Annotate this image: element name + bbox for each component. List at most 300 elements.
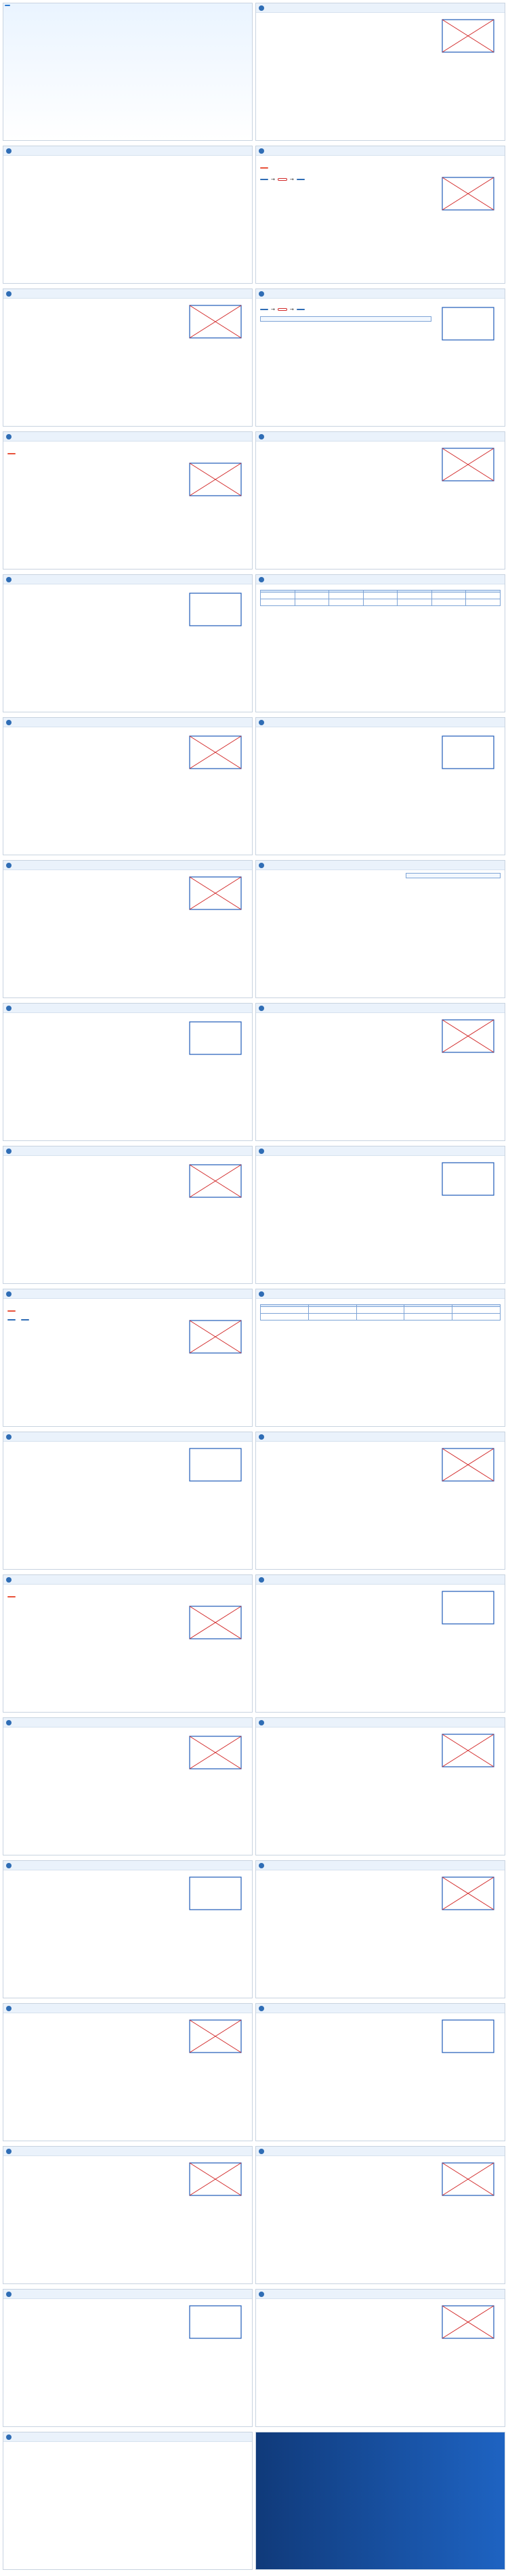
figure-panel: [436, 444, 501, 486]
slide-body: [3, 1585, 252, 1712]
content-row: [7, 459, 248, 501]
slide-11[interactable]: [3, 717, 253, 855]
symmetry-label: [7, 1319, 16, 1321]
rectangle-shape: [190, 1022, 241, 1054]
slide-header: [3, 1432, 252, 1442]
slide-body: [256, 2299, 505, 2426]
figure-panel: [436, 173, 501, 215]
slide-body: [256, 1870, 505, 1998]
table-cell: [363, 599, 398, 606]
slide-body: [3, 1299, 252, 1426]
figure-panel: [183, 2159, 248, 2201]
slide-33[interactable]: [3, 2289, 253, 2427]
table-cell: [329, 599, 364, 606]
content-row: [7, 1018, 248, 1060]
slide-body: [256, 1156, 505, 1283]
figure-panel: [436, 732, 501, 774]
slide-3[interactable]: [3, 146, 253, 284]
bullet-icon: [259, 1720, 264, 1725]
slide-body: [3, 1442, 252, 1569]
table-cell: [295, 593, 329, 599]
flow-node: [278, 308, 287, 311]
slide-body: [256, 1442, 505, 1569]
slide-27[interactable]: [3, 1860, 253, 1998]
slide-body: [3, 2299, 252, 2426]
slide-header: [3, 1718, 252, 1727]
flow-node: [297, 309, 305, 310]
bullet-icon: [259, 5, 264, 11]
content-row: [260, 1873, 501, 1915]
content-row: [7, 1602, 248, 1644]
rectangle-diagram: [184, 301, 247, 343]
rectangle-diagram: [184, 2159, 247, 2201]
text-column: [7, 2302, 179, 2344]
figure-panel: [436, 1873, 501, 1915]
text-column: [260, 16, 431, 58]
table-cell: [398, 599, 432, 606]
slide-25[interactable]: [3, 1717, 253, 1855]
figure-panel: [183, 2302, 248, 2344]
slide-9[interactable]: [3, 574, 253, 712]
text-column: [260, 1730, 431, 1772]
slide-header: [256, 1289, 505, 1299]
slide-header: [256, 1146, 505, 1156]
table-cell: [452, 1314, 501, 1321]
figure-panel: [436, 2159, 501, 2201]
rectangle-diagram: [437, 1730, 499, 1772]
bullet-icon: [6, 720, 12, 725]
slide-body: [256, 727, 505, 855]
rectangle-shape: [190, 2306, 241, 2338]
text-column: [260, 2302, 431, 2344]
slide-header: [256, 2004, 505, 2013]
slide-35[interactable]: [3, 2432, 253, 2570]
slide-header: [3, 1861, 252, 1870]
content-row: [260, 587, 501, 606]
text-column: [260, 873, 402, 878]
rectangle-diagram: [437, 2016, 499, 2058]
bullet-icon: [259, 577, 264, 582]
content-row: [7, 1161, 248, 1203]
slide-2[interactable]: [255, 3, 505, 141]
text-column: [260, 1159, 431, 1201]
slide-18[interactable]: [255, 1146, 505, 1284]
slide-header: [3, 2290, 252, 2299]
table-row: [261, 1307, 501, 1314]
bullet-icon: [259, 1006, 264, 1011]
figure-panel: [436, 1016, 501, 1058]
slide-header: [256, 718, 505, 727]
table-cell: [466, 593, 501, 599]
bullet-icon: [6, 2292, 12, 2297]
rectangle-diagram: [437, 1016, 499, 1058]
slide-1[interactable]: [3, 3, 253, 141]
slide-body: [3, 299, 252, 426]
slide-header: [3, 861, 252, 870]
table-row: [261, 593, 501, 599]
rectangle-diagram: [184, 1602, 247, 1644]
bullet-icon: [6, 291, 12, 297]
slide-body: [256, 584, 505, 712]
symmetry-labels: [7, 1319, 179, 1321]
slide-body: [256, 1013, 505, 1140]
text-column: [7, 1316, 179, 1358]
table-cell: [308, 1307, 356, 1314]
slide-20[interactable]: [255, 1289, 505, 1427]
slide-6[interactable]: [255, 288, 505, 427]
table-cell: [466, 599, 501, 606]
slide-26[interactable]: [255, 1717, 505, 1855]
slide-body: [256, 299, 505, 426]
figure-panel: [436, 16, 501, 58]
rectangle-diagram: [184, 1161, 247, 1203]
content-row: [7, 1444, 248, 1486]
slide-body: [256, 1585, 505, 1712]
geometry-language-box: [406, 873, 501, 878]
rectangle-shape: [442, 2020, 494, 2053]
figure-panel: [183, 1161, 248, 1203]
bullet-icon: [6, 1291, 12, 1297]
text-column: [260, 1587, 431, 1629]
slide-header: [3, 575, 252, 584]
slide-header: [256, 1575, 505, 1585]
slide-heading: [7, 444, 248, 457]
slide-21[interactable]: [3, 1432, 253, 1570]
content-row: [7, 589, 248, 631]
slide-24[interactable]: [255, 1574, 505, 1713]
bullet-icon: [259, 291, 264, 297]
text-column: [7, 732, 179, 774]
slide-body: [3, 1727, 252, 1855]
arrow-icon: →: [289, 177, 294, 182]
rectangle-shape: [190, 1877, 241, 1910]
slide-34[interactable]: [255, 2289, 505, 2427]
bullet-icon: [6, 434, 12, 439]
text-column: [260, 732, 431, 774]
slide-7[interactable]: [3, 431, 253, 570]
content-row: [260, 2302, 501, 2344]
figure-panel: [183, 1732, 248, 1774]
bullet-icon: [259, 2149, 264, 2154]
text-column: [7, 873, 179, 915]
rectangle-diagram: [184, 1018, 247, 1060]
knowledge-tag: [7, 1310, 16, 1312]
text-column: [7, 1602, 179, 1644]
text-column: [260, 173, 431, 215]
slide-body: [3, 2442, 252, 2569]
brand-badge: [5, 5, 10, 6]
slide-body: [3, 2156, 252, 2283]
slide-header: [256, 146, 505, 156]
content-row: [260, 16, 501, 58]
content-row: [7, 732, 248, 774]
content-row: [260, 1016, 501, 1058]
bullet-icon: [259, 1863, 264, 1868]
content-row: [7, 1316, 248, 1358]
bullet-icon: [6, 1149, 12, 1154]
figure-panel: [183, 1316, 248, 1358]
bullet-icon: [259, 1434, 264, 1440]
content-row: [7, 2302, 248, 2344]
slide-body: [3, 1870, 252, 1998]
slide-header: [3, 2432, 252, 2442]
table-cell: [261, 1307, 309, 1314]
bullet-icon: [6, 1577, 12, 1583]
table-cell: [356, 1314, 404, 1321]
bullet-icon: [6, 148, 12, 154]
bullet-icon: [259, 148, 264, 154]
table-cell: [404, 1307, 452, 1314]
flow-node: [260, 179, 268, 180]
content-row: [260, 1302, 501, 1321]
slide-body: [3, 442, 252, 569]
rectangle-diagram: [437, 1873, 499, 1915]
rectangle-shape: [442, 1163, 494, 1195]
slide-header: [3, 1289, 252, 1299]
table-cell: [398, 593, 432, 599]
slide-body: [3, 727, 252, 855]
flow-node: [278, 178, 287, 181]
slide-heading: [7, 1587, 248, 1600]
slide-14[interactable]: [255, 860, 505, 998]
slide-32[interactable]: [255, 2146, 505, 2284]
rectangle-diagram: [437, 444, 499, 486]
slide-13[interactable]: [3, 860, 253, 998]
content-row: [260, 2016, 501, 2058]
bullet-icon: [259, 1577, 264, 1583]
slide-8[interactable]: [255, 431, 505, 570]
content-row: [7, 2016, 248, 2058]
content-row: [260, 1159, 501, 1201]
flow-node: [297, 179, 305, 180]
table-cell: [431, 593, 466, 599]
slide-31[interactable]: [3, 2146, 253, 2284]
rectangle-diagram: [437, 1159, 499, 1201]
slide-body: [256, 870, 505, 997]
figure-panel: [436, 1159, 501, 1201]
slide-4[interactable]: [255, 146, 505, 284]
slide-19[interactable]: [3, 1289, 253, 1427]
bullet-icon: [6, 2434, 12, 2440]
arrow-icon: →: [271, 307, 275, 312]
bullet-icon: [6, 863, 12, 868]
slide-29[interactable]: [3, 2003, 253, 2141]
text-column: [7, 301, 179, 343]
table-cell: [329, 593, 364, 599]
slide-body: [256, 2013, 505, 2141]
slide-header: [3, 2004, 252, 2013]
figure-panel: [183, 1018, 248, 1060]
content-row: [260, 1730, 501, 1772]
bullet-icon: [259, 2292, 264, 2297]
definition-flow: [260, 306, 431, 314]
slide-header: [256, 3, 505, 13]
text-column: [7, 459, 179, 501]
slide-heading: [7, 1302, 248, 1314]
content-row: [260, 1587, 501, 1629]
text-column: [7, 1873, 179, 1915]
rectangle-shape: [442, 736, 494, 769]
slide-12[interactable]: [255, 717, 505, 855]
slide-body: [256, 156, 505, 283]
slide-28[interactable]: [255, 1860, 505, 1998]
figure-panel: [183, 1602, 248, 1644]
slide-body: [3, 584, 252, 712]
rectangle-diagram: [184, 589, 247, 631]
slide-header: [3, 1004, 252, 1013]
slide-header: [3, 718, 252, 727]
slide-heading: [260, 158, 501, 171]
figure-panel: [183, 301, 248, 343]
rectangle-shape: [190, 593, 241, 626]
rectangle-diagram: [437, 2159, 499, 2201]
rectangle-diagram: [184, 459, 247, 501]
rectangle-diagram: [184, 1316, 247, 1358]
rectangle-diagram: [184, 1444, 247, 1486]
slide-body: [3, 156, 252, 283]
rectangle-diagram: [437, 16, 499, 58]
slide-36[interactable]: [255, 2432, 505, 2570]
figure-panel: [183, 1873, 248, 1915]
figure-panel: [183, 459, 248, 501]
figure-panel: [183, 873, 248, 915]
slide-5[interactable]: [3, 288, 253, 427]
slide-30[interactable]: [255, 2003, 505, 2141]
text-column: [260, 1016, 431, 1058]
knowledge-tag: [260, 167, 268, 169]
knowledge-tag: [7, 453, 16, 454]
slide-header: [256, 2147, 505, 2156]
slide-23[interactable]: [3, 1574, 253, 1713]
rectangle-diagram: [437, 173, 499, 215]
rectangle-diagram: [184, 1732, 247, 1774]
figure-panel: [436, 2016, 501, 2058]
table-cell: [295, 599, 329, 606]
table-cell: [261, 593, 295, 599]
figure-panel: [183, 2016, 248, 2058]
text-column: [260, 587, 501, 606]
bullet-icon: [6, 1434, 12, 1440]
slide-header: [256, 1718, 505, 1727]
text-column: [7, 589, 179, 631]
content-row: [7, 873, 248, 915]
slide-header: [256, 2290, 505, 2299]
bullet-icon: [6, 2006, 12, 2011]
knowledge-tag: [7, 1596, 16, 1597]
table-cell: [356, 1307, 404, 1314]
rectangle-diagram: [437, 1587, 499, 1629]
bullet-icon: [259, 720, 264, 725]
arrow-icon: →: [271, 177, 275, 182]
bullet-icon: [259, 434, 264, 439]
slide-body: [3, 870, 252, 997]
rectangle-shape: [190, 1448, 241, 1481]
figure-panel: [436, 1730, 501, 1772]
table-cell: [404, 1314, 452, 1321]
text-column: [260, 1873, 431, 1915]
slide-header: [3, 289, 252, 299]
data-table: [260, 1304, 501, 1321]
table-row: [261, 1314, 501, 1321]
text-column: [260, 1444, 431, 1486]
bullet-icon: [6, 1863, 12, 1868]
slide-body: [3, 1013, 252, 1140]
rectangle-shape: [442, 1591, 494, 1624]
slide-body: [256, 13, 505, 140]
slide-header: [3, 1575, 252, 1585]
text-column: [7, 1018, 179, 1060]
content-row: [260, 303, 501, 345]
content-row: [260, 732, 501, 774]
content-row: [260, 1444, 501, 1486]
slide-header: [256, 1004, 505, 1013]
slide-17[interactable]: [3, 1146, 253, 1284]
content-row: [7, 2159, 248, 2201]
slide-header: [256, 289, 505, 299]
text-column: [260, 2159, 431, 2201]
slide-15[interactable]: [3, 1003, 253, 1141]
slide-header: [3, 432, 252, 442]
bullet-icon: [6, 2149, 12, 2154]
figure-panel: [436, 2302, 501, 2344]
bullet-icon: [6, 1006, 12, 1011]
content-row: [260, 2159, 501, 2201]
slide-body: [256, 2156, 505, 2283]
content-row: [260, 873, 501, 878]
slide-body: [3, 1156, 252, 1283]
slide-header: [3, 1146, 252, 1156]
slide-10[interactable]: [255, 574, 505, 712]
figure-panel: [436, 303, 501, 345]
table-cell: [363, 593, 398, 599]
text-column: [260, 2016, 431, 2058]
table-cell: [308, 1314, 356, 1321]
rectangle-diagram: [437, 303, 499, 345]
table-cell: [431, 599, 466, 606]
text-column: [7, 1444, 179, 1486]
slide-header: [256, 432, 505, 442]
text-column: [7, 2159, 179, 2201]
content-row: [260, 173, 501, 215]
figure-panel: [183, 732, 248, 774]
bullet-icon: [259, 1291, 264, 1297]
text-column: [260, 444, 431, 486]
figure-panel: [436, 1444, 501, 1486]
text-column: [260, 1302, 501, 1321]
rectangle-diagram: [184, 732, 247, 774]
table-row: [261, 599, 501, 606]
bullet-icon: [6, 577, 12, 582]
slide-22[interactable]: [255, 1432, 505, 1570]
slide-16[interactable]: [255, 1003, 505, 1141]
definition-flow: [260, 176, 431, 184]
slide-body: [256, 1727, 505, 1855]
rectangle-diagram: [184, 2302, 247, 2344]
rectangle-diagram: [184, 873, 247, 915]
content-row: [260, 444, 501, 486]
slide-body: [3, 2013, 252, 2141]
figure-panel: [183, 1444, 248, 1486]
note-box: [260, 316, 431, 322]
data-table: [260, 590, 501, 606]
content-row: [7, 1873, 248, 1915]
flow-node: [260, 309, 268, 310]
bullet-icon: [259, 1149, 264, 1154]
text-column: [7, 1161, 179, 1203]
table-cell: [261, 599, 295, 606]
content-row: [7, 301, 248, 343]
symmetry-label: [21, 1319, 29, 1321]
